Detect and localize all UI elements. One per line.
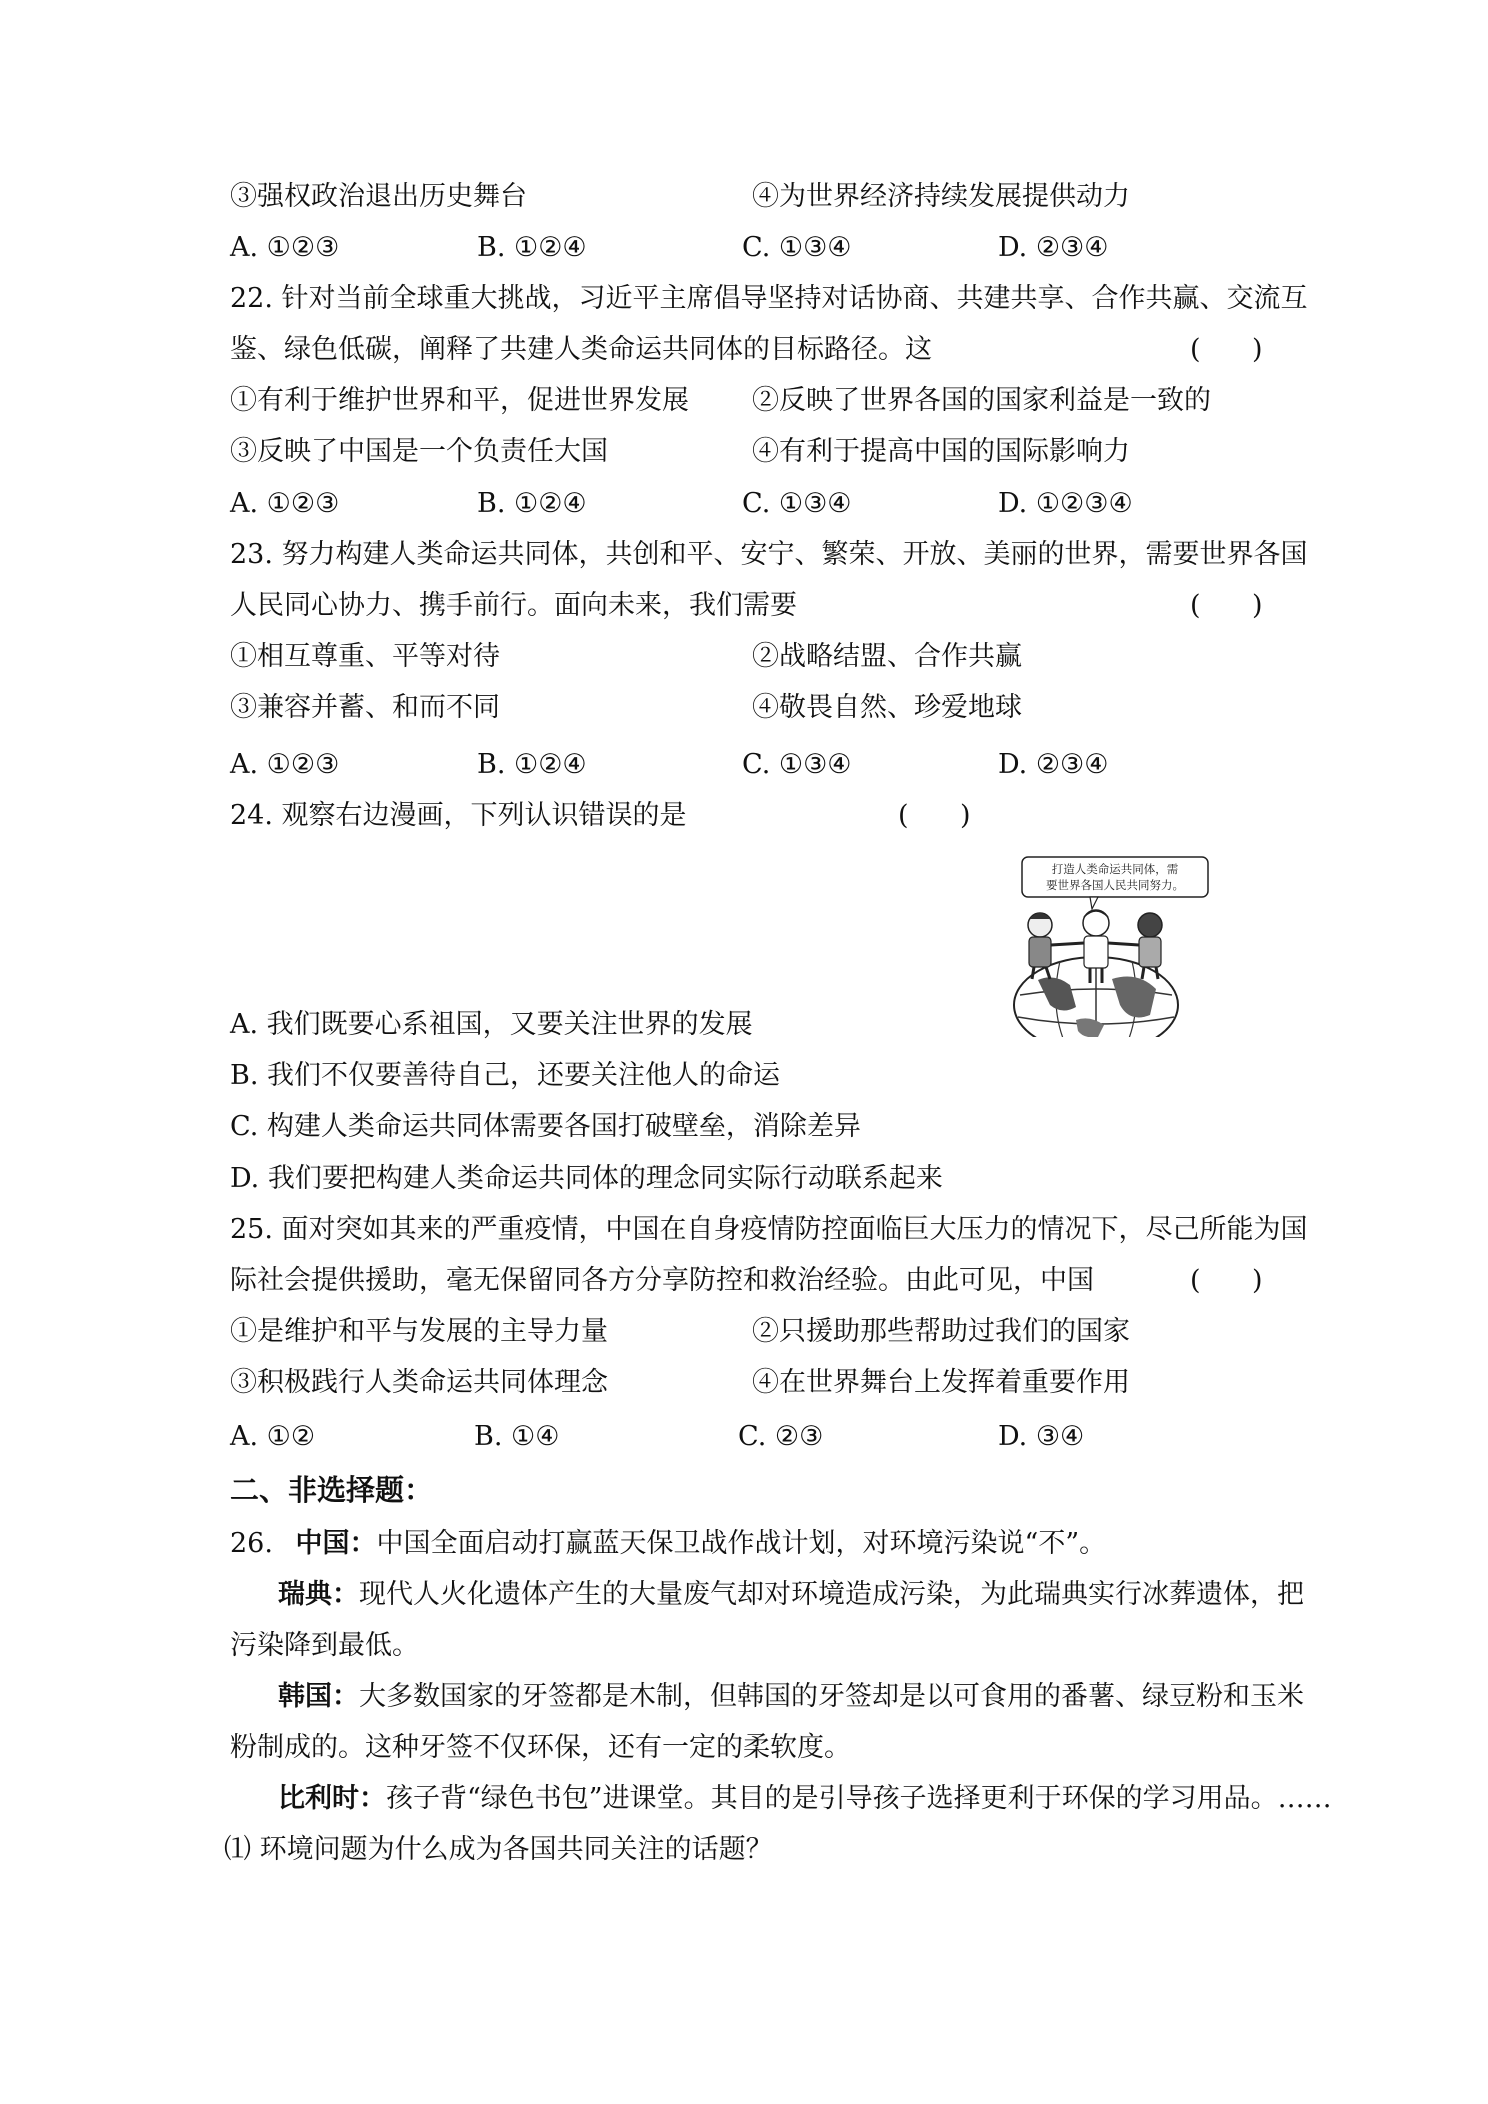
q26-korea-line-2: 粉制成的。这种牙签不仅环保，还有一定的柔软度。 bbox=[230, 1732, 851, 1763]
q22-option-4: ④有利于提高中国的国际影响力 bbox=[752, 436, 1130, 467]
cartoon-globe-people-illustration bbox=[980, 855, 1212, 1037]
q26-sweden-label: 瑞典： bbox=[278, 1579, 359, 1610]
cartoon-caption-line-1: 打造人类命运共同体，需 bbox=[1051, 862, 1179, 876]
q25-option-4: ④在世界舞台上发挥着重要作用 bbox=[752, 1367, 1130, 1398]
q25-option-3: ③积极践行人类命运共同体理念 bbox=[230, 1367, 608, 1398]
q21-option-3: ③强权政治退出历史舞台 bbox=[230, 181, 527, 212]
q26-belgium-line bbox=[278, 1779, 1332, 1819]
q25-stem-line-2 bbox=[230, 1261, 1094, 1301]
q26-number: 26. bbox=[230, 1528, 273, 1559]
q26-sweden-line-2: 污染降到最低。 bbox=[230, 1630, 419, 1661]
q23-option-1: ①相互尊重、平等对待 bbox=[230, 641, 500, 672]
q26-sweden-line-1 bbox=[278, 1575, 1304, 1615]
q24-stem: 24. 观察右边漫画，下列认识错误的是 bbox=[230, 800, 687, 831]
q26-sweden-text-1: 现代人火化遗体产生的大量废气却对环境造成污染，为此瑞典实行冰葬遗体，把 bbox=[359, 1579, 1304, 1610]
q24-option-a: A. 我们既要心系祖国，又要关注世界的发展 bbox=[230, 1009, 753, 1040]
q23-choice-c: C. ①③④ bbox=[742, 749, 852, 780]
q22-option-1: ①有利于维护世界和平，促进世界发展 bbox=[230, 385, 689, 416]
q22-choice-b: B. ①②④ bbox=[477, 488, 587, 519]
q25-choice-b: B. ①④ bbox=[474, 1421, 560, 1452]
q23-stem-line-1: 23. 努力构建人类命运共同体，共创和平、安宁、繁荣、开放、美丽的世界，需要世界各国 bbox=[230, 539, 1308, 570]
q26-belgium-label: 比利时： bbox=[278, 1783, 386, 1814]
q23-answer-blank: ( ) bbox=[1190, 590, 1263, 621]
q25-stem-line-1: 25. 面对突如其来的严重疫情，中国在自身疫情防控面临巨大压力的情况下，尽己所能为国 bbox=[230, 1214, 1308, 1245]
q23-choice-b: B. ①②④ bbox=[477, 749, 587, 780]
q22-choice-d: D. ①②③④ bbox=[998, 488, 1133, 519]
q26-subquestion-1: ⑴ 环境问题为什么成为各国共同关注的话题？ bbox=[224, 1834, 773, 1865]
q26-china-text: 中国全面启动打赢蓝天保卫战作战计划，对环境污染说“不”。 bbox=[376, 1528, 1107, 1559]
q22-stem-line-2 bbox=[230, 330, 932, 370]
q22-option-2: ②反映了世界各国的国家利益是一致的 bbox=[752, 385, 1211, 416]
q21-choice-a: A. ①②③ bbox=[230, 232, 340, 263]
q26-korea-label: 韩国： bbox=[278, 1681, 359, 1712]
q22-answer-blank: ( ) bbox=[1190, 334, 1263, 365]
q25-answer-blank: ( ) bbox=[1190, 1265, 1263, 1296]
q25-choice-c: C. ②③ bbox=[738, 1421, 824, 1452]
q23-choice-a: A. ①②③ bbox=[230, 749, 340, 780]
q24-answer-blank: ( ) bbox=[898, 800, 971, 831]
q21-choice-b: B. ①②④ bbox=[477, 232, 587, 263]
q22-stem-line-1: 22. 针对当前全球重大挑战，习近平主席倡导坚持对话协商、共建共享、合作共赢、交流互 bbox=[230, 283, 1308, 314]
q21-option-4: ④为世界经济持续发展提供动力 bbox=[752, 181, 1130, 212]
q25-option-2: ②只援助那些帮助过我们的国家 bbox=[752, 1316, 1130, 1347]
q25-choice-d: D. ③④ bbox=[998, 1421, 1085, 1452]
q26-china-label: 中国： bbox=[295, 1528, 377, 1559]
section-heading-non-choice: 二、非选择题： bbox=[230, 1473, 434, 1507]
q25-stem-text: 际社会提供援助，毫无保留同各方分享防控和救治经验。由此可见，中国 bbox=[230, 1265, 1094, 1296]
q23-stem-line-2 bbox=[230, 586, 797, 626]
cartoon-caption-line-2: 要世界各国人民共同努力。 bbox=[1046, 878, 1184, 892]
q24-option-b: B. 我们不仅要善待自己，还要关注他人的命运 bbox=[230, 1060, 781, 1091]
q25-choice-a: A. ①② bbox=[230, 1421, 316, 1452]
q24-option-c: C. 构建人类命运共同体需要各国打破壁垒，消除差异 bbox=[230, 1111, 861, 1142]
q22-choice-c: C. ①③④ bbox=[742, 488, 852, 519]
q23-option-2: ②战略结盟、合作共赢 bbox=[752, 641, 1022, 672]
q21-choice-d: D. ②③④ bbox=[998, 232, 1109, 263]
q25-option-1: ①是维护和平与发展的主导力量 bbox=[230, 1316, 608, 1347]
q23-option-4: ④敬畏自然、珍爱地球 bbox=[752, 692, 1022, 723]
q24-option-d: D. 我们要把构建人类命运共同体的理念同实际行动联系起来 bbox=[230, 1163, 943, 1194]
q23-stem-text: 人民同心协力、携手前行。面向未来，我们需要 bbox=[230, 590, 797, 621]
q26-china-paragraph bbox=[230, 1524, 1106, 1564]
q23-option-3: ③兼容并蓄、和而不同 bbox=[230, 692, 500, 723]
q26-belgium-text: 孩子背“绿色书包”进课堂。其目的是引导孩子选择更利于环保的学习用品。…… bbox=[386, 1783, 1332, 1814]
q22-stem-text: 鉴、绿色低碳，阐释了共建人类命运共同体的目标路径。这 bbox=[230, 334, 932, 365]
q26-korea-text-1: 大多数国家的牙签都是木制，但韩国的牙签却是以可食用的番薯、绿豆粉和玉米 bbox=[359, 1681, 1304, 1712]
q26-korea-line-1 bbox=[278, 1677, 1304, 1717]
q23-choice-d: D. ②③④ bbox=[998, 749, 1109, 780]
q22-choice-a: A. ①②③ bbox=[230, 488, 340, 519]
q22-option-3: ③反映了中国是一个负责任大国 bbox=[230, 436, 608, 467]
q21-choice-c: C. ①③④ bbox=[742, 232, 852, 263]
